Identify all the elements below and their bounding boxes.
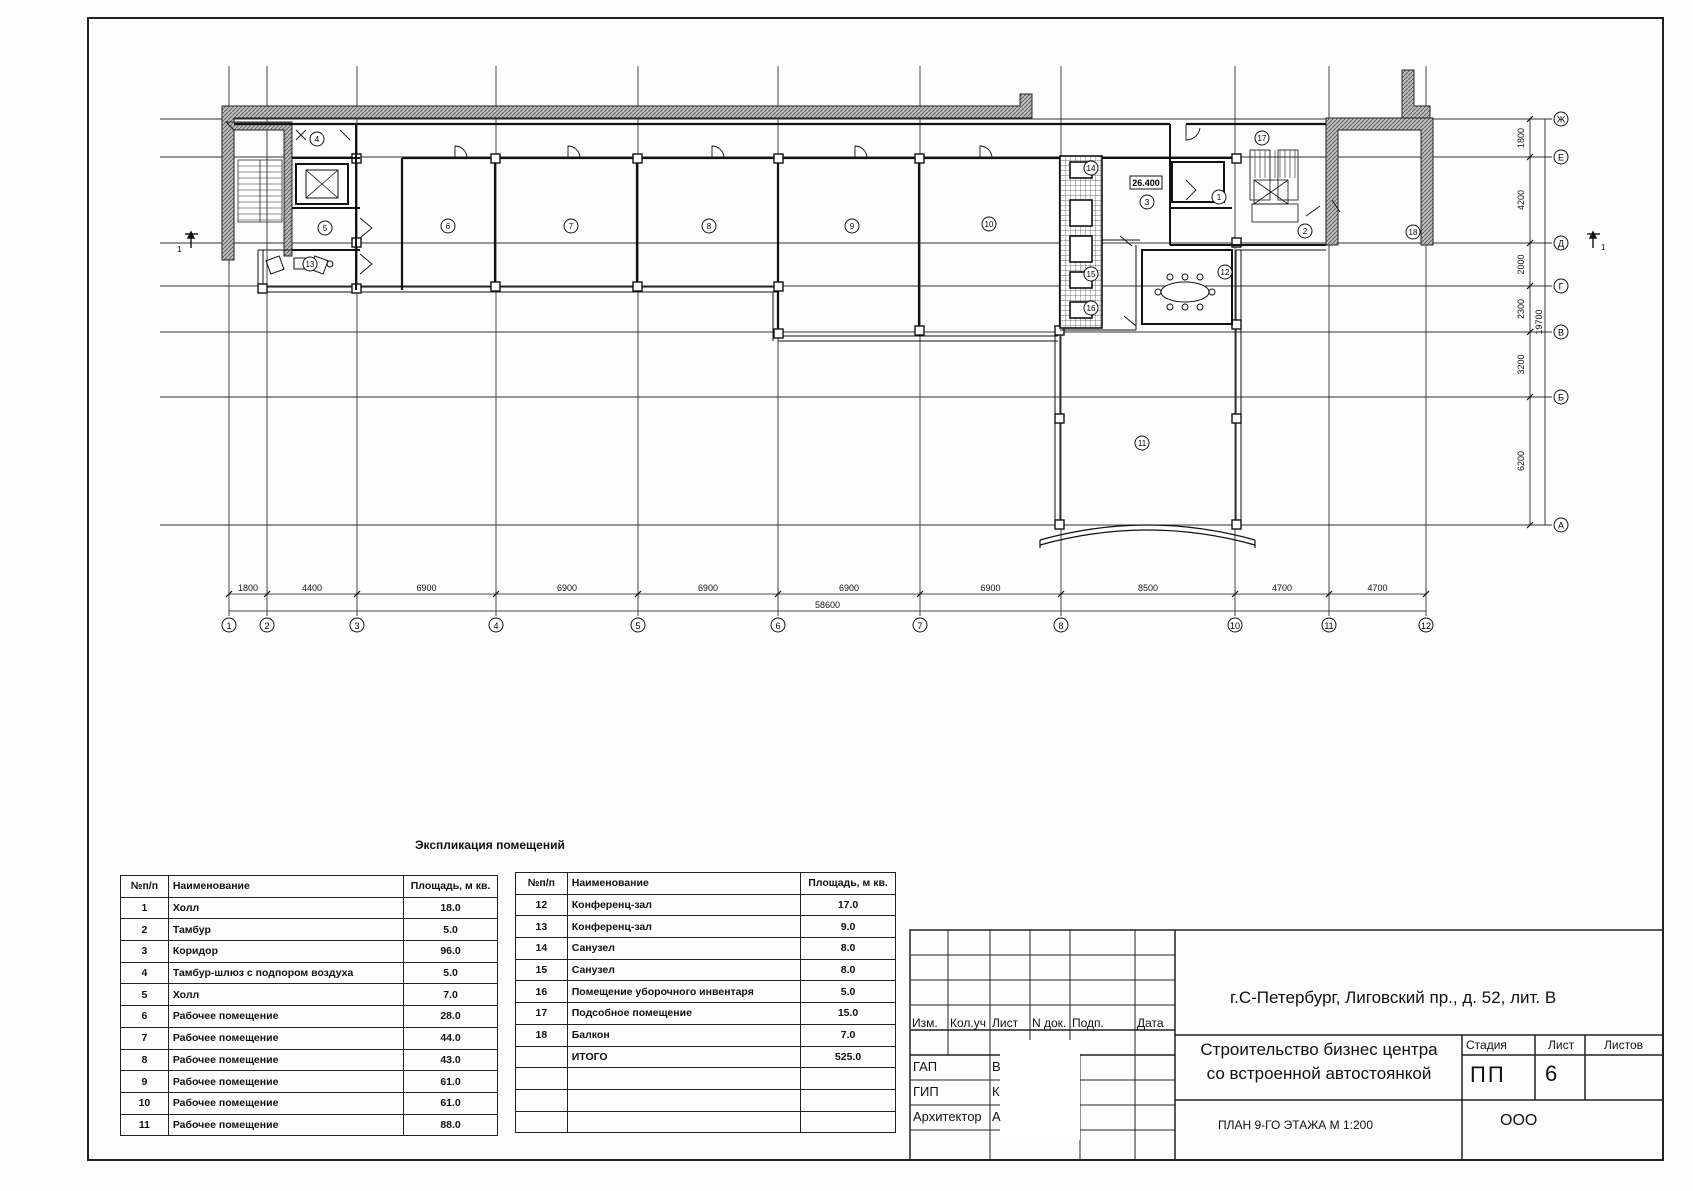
role-label: ГИП — [913, 1084, 939, 1099]
cell-name — [567, 1068, 800, 1090]
table-row — [121, 1027, 498, 1049]
stage-label: Стадия — [1466, 1038, 1507, 1052]
col-num-header: №п/п — [516, 873, 568, 895]
axis-bubble-x — [489, 618, 503, 632]
axis-bubble-x — [771, 618, 785, 632]
axis-label-x: 1 — [226, 621, 232, 631]
cell-name: ИТОГО — [567, 1046, 800, 1068]
room-number-label: 14 — [1086, 164, 1096, 173]
room-number-label: 4 — [314, 135, 320, 144]
dim-label-bottom: 6900 — [980, 583, 1001, 593]
axis-bubble-x — [222, 618, 236, 632]
role-label: ГАП — [913, 1059, 938, 1074]
room-number-label: 1 — [1216, 193, 1222, 202]
dim-label-right: 4200 — [1516, 189, 1526, 211]
room-number — [702, 219, 716, 233]
room-number — [441, 219, 455, 233]
explication-table-right — [515, 872, 896, 1133]
cell-num: 13 — [516, 916, 568, 938]
cell-name: Рабочее помещение — [168, 1071, 403, 1093]
room-number-label: 10 — [984, 220, 994, 229]
axis-bubble-y — [1554, 112, 1568, 126]
cell-num — [516, 1089, 568, 1111]
room-number — [1084, 301, 1098, 315]
table-row — [121, 962, 498, 984]
role-initial: А — [992, 1109, 1001, 1124]
cell-name: Балкон — [567, 1024, 800, 1046]
axis-bubble-x — [260, 618, 274, 632]
cell-name: Рабочее помещение — [168, 1114, 403, 1136]
room-number-label: 13 — [305, 260, 315, 269]
table-row — [121, 1006, 498, 1028]
cell-name: Тамбур-шлюз с подпором воздуха — [168, 962, 403, 984]
sheet-title: ПЛАН 9-ГО ЭТАЖА М 1:200 — [1218, 1118, 1374, 1132]
cell-name — [567, 1089, 800, 1111]
axis-label-x: 8 — [1058, 621, 1064, 631]
section-mark-label-left: 1 — [177, 245, 182, 254]
cell-num: 7 — [121, 1027, 169, 1049]
cell-num: 8 — [121, 1049, 169, 1071]
dim-label-right: 6200 — [1516, 450, 1526, 472]
cell-area: 43.0 — [404, 1049, 498, 1071]
axis-label-x: 6 — [775, 621, 781, 631]
room-number — [1135, 436, 1149, 450]
table-row — [121, 1071, 498, 1093]
cell-name: Конференц-зал — [567, 916, 800, 938]
dim-label-bottom: 4700 — [1367, 583, 1388, 593]
table-row — [516, 894, 896, 916]
cell-num: 12 — [516, 894, 568, 916]
table-row — [516, 1024, 896, 1046]
cell-area: 5.0 — [404, 919, 498, 941]
cell-name: Санузел — [567, 959, 800, 981]
room-number — [1084, 267, 1098, 281]
cell-num — [516, 1046, 568, 1068]
axis-label-x: 12 — [1420, 621, 1432, 631]
cell-area: 96.0 — [404, 941, 498, 963]
dim-label-right: 2300 — [1516, 298, 1526, 320]
axis-label-x: 7 — [917, 621, 923, 631]
room-number — [1255, 131, 1269, 145]
table-row — [121, 984, 498, 1006]
table-row — [121, 919, 498, 941]
axis-label-x: 5 — [635, 621, 641, 631]
cell-area: 8.0 — [801, 959, 896, 981]
axis-label-y: В — [1557, 327, 1565, 338]
axis-label-x: 10 — [1229, 621, 1241, 631]
axis-label-x: 4 — [493, 621, 499, 631]
table-row — [121, 1114, 498, 1136]
section-mark-right — [1587, 232, 1600, 248]
dim-label-bottom: 6900 — [556, 583, 578, 593]
cell-area: 18.0 — [404, 897, 498, 919]
cell-name: Помещение уборочного инвентаря — [567, 981, 800, 1003]
cell-name: Подсобное помещение — [567, 1003, 800, 1025]
table-row — [516, 1003, 896, 1025]
dim-label-bottom: 4400 — [301, 583, 323, 593]
cell-num: 9 — [121, 1071, 169, 1093]
sheet-label: Лист — [1548, 1038, 1575, 1052]
stage-value: ПП — [1470, 1062, 1506, 1087]
col-num-header: №п/п — [121, 876, 169, 898]
cell-name: Холл — [168, 984, 403, 1006]
dim-label-right: 2000 — [1516, 254, 1526, 275]
room-number-label: 16 — [1086, 304, 1096, 313]
col-area-header: Площадь, м кв. — [404, 876, 498, 898]
dim-label-right: 1800 — [1516, 127, 1526, 149]
cell-name: Коридор — [168, 941, 403, 963]
building-plan — [222, 70, 1433, 548]
room-number-label: 12 — [1220, 268, 1230, 277]
room-number-label: 3 — [1144, 198, 1150, 207]
cell-name: Рабочее помещение — [168, 1027, 403, 1049]
col-name-header: Наименование — [567, 873, 800, 895]
cell-num: 5 — [121, 984, 169, 1006]
room-number-label: 15 — [1086, 270, 1096, 279]
axis-label-x: 3 — [354, 621, 360, 631]
axis-label-y: Б — [1558, 392, 1564, 403]
cell-num: 3 — [121, 941, 169, 963]
title-block-column-label: Изм. — [912, 1016, 938, 1030]
cell-num — [516, 1068, 568, 1090]
project-name: Строительство бизнес центра — [1200, 1040, 1438, 1059]
room-number-label: 9 — [849, 222, 855, 231]
room-number — [1212, 190, 1226, 204]
col-name-header: Наименование — [168, 876, 403, 898]
axis-bubble-y — [1554, 236, 1568, 250]
axis-label-x: 11 — [1324, 621, 1334, 631]
cell-name — [567, 1111, 800, 1133]
room-number-label: 17 — [1257, 134, 1267, 143]
cell-area — [801, 1068, 896, 1090]
cell-num — [516, 1111, 568, 1133]
cell-num: 18 — [516, 1024, 568, 1046]
axis-label-x: 2 — [264, 621, 270, 631]
axis-label-y: Г — [1558, 281, 1564, 292]
room-number — [1406, 225, 1420, 239]
role-initial: В — [992, 1059, 1001, 1074]
table-row — [121, 897, 498, 919]
axis-bubble-x — [350, 618, 364, 632]
axis-bubble-y — [1554, 390, 1568, 404]
cell-name: Рабочее помещение — [168, 1049, 403, 1071]
table-row — [516, 1046, 896, 1068]
room-number-label: 11 — [1137, 439, 1147, 448]
room-number-label: 5 — [322, 224, 328, 233]
room-number — [982, 217, 996, 231]
cell-area: 61.0 — [404, 1071, 498, 1093]
axis-bubble-y — [1554, 150, 1568, 164]
room-number — [1298, 224, 1312, 238]
room-number — [564, 219, 578, 233]
table-row — [121, 1049, 498, 1071]
dim-label-bottom: 8500 — [1137, 583, 1159, 593]
room-number-label: 2 — [1302, 227, 1308, 236]
axis-label-y: Ж — [1556, 114, 1566, 125]
cell-num: 4 — [121, 962, 169, 984]
cell-area: 17.0 — [801, 894, 896, 916]
room-number — [1218, 265, 1232, 279]
dim-total-bottom: 58600 — [814, 600, 841, 610]
cell-num: 17 — [516, 1003, 568, 1025]
axis-bubble-x — [1228, 618, 1242, 632]
room-number — [845, 219, 859, 233]
cell-area: 5.0 — [801, 981, 896, 1003]
cell-name: Рабочее помещение — [168, 1006, 403, 1028]
axis-bubble-x — [631, 618, 645, 632]
cell-area: 8.0 — [801, 938, 896, 960]
project-name-line2: со встроенной автостоянкой — [1206, 1064, 1432, 1083]
room-number-label: 7 — [568, 222, 574, 231]
title-block-column-label: Кол.уч — [950, 1016, 986, 1030]
axis-bubble-y — [1554, 325, 1568, 339]
title-block-column-label: N док. — [1032, 1016, 1067, 1030]
table-row — [516, 916, 896, 938]
table-row — [516, 1089, 896, 1111]
cell-num: 10 — [121, 1092, 169, 1114]
cell-name: Санузел — [567, 938, 800, 960]
room-number-label: 18 — [1408, 228, 1418, 237]
cell-area: 28.0 — [404, 1006, 498, 1028]
table-row — [516, 1068, 896, 1090]
section-mark-left — [185, 232, 198, 248]
redacted-signature — [1000, 1040, 1080, 1140]
room-number — [310, 132, 324, 146]
title-block-column-label: Дата — [1137, 1016, 1164, 1030]
sheets-label: Листов — [1604, 1038, 1643, 1052]
room-number-label: 6 — [445, 222, 451, 231]
axis-bubble-y — [1554, 518, 1568, 532]
cell-area: 7.0 — [801, 1024, 896, 1046]
cell-name: Рабочее помещение — [168, 1092, 403, 1114]
cell-area: 61.0 — [404, 1092, 498, 1114]
section-mark-label-right: 1 — [1601, 243, 1606, 252]
cell-area: 15.0 — [801, 1003, 896, 1025]
cell-num: 1 — [121, 897, 169, 919]
axis-label-y: А — [1557, 520, 1565, 531]
cell-area: 44.0 — [404, 1027, 498, 1049]
organization: ООО — [1500, 1112, 1538, 1129]
cell-num: 15 — [516, 959, 568, 981]
cell-num: 11 — [121, 1114, 169, 1136]
explication-table-left — [120, 875, 498, 1136]
table-row — [516, 981, 896, 1003]
table-row — [516, 938, 896, 960]
elevation-mark — [1130, 176, 1162, 189]
cell-name: Тамбур — [168, 919, 403, 941]
dim-label-right: 3200 — [1516, 354, 1526, 375]
explication-title: Экспликация помещений — [415, 838, 565, 852]
dim-label-bottom: 1800 — [237, 583, 259, 593]
room-number — [1140, 195, 1154, 209]
cell-area — [801, 1089, 896, 1111]
cell-num: 16 — [516, 981, 568, 1003]
address: г.С-Петербург, Лиговский пр., д. 52, лит. В — [1230, 988, 1557, 1007]
cell-num: 6 — [121, 1006, 169, 1028]
axis-bubble-x — [913, 618, 927, 632]
cell-num: 2 — [121, 919, 169, 941]
table-row — [516, 1111, 896, 1133]
table-row — [121, 941, 498, 963]
col-area-header: Площадь, м кв. — [801, 873, 896, 895]
cell-name: Холл — [168, 897, 403, 919]
axis-bubble-x — [1322, 618, 1336, 632]
cell-num: 14 — [516, 938, 568, 960]
room-number — [303, 257, 317, 271]
svg-text:26.400: 26.400 — [1132, 178, 1160, 188]
cell-name: Конференц-зал — [567, 894, 800, 916]
cell-area — [801, 1111, 896, 1133]
role-initial: К — [992, 1084, 1000, 1099]
axis-bubbles — [222, 112, 1568, 632]
title-block-column-label: Подп. — [1072, 1016, 1104, 1030]
title-block-column-label: Лист — [992, 1016, 1019, 1030]
role-label: Архитектор — [913, 1109, 982, 1124]
dim-total-right: 19700 — [1534, 309, 1544, 335]
axis-bubble-y — [1554, 279, 1568, 293]
cell-area: 525.0 — [801, 1046, 896, 1068]
cell-area: 9.0 — [801, 916, 896, 938]
cell-area: 88.0 — [404, 1114, 498, 1136]
axis-bubble-x — [1054, 618, 1068, 632]
room-number-label: 8 — [706, 222, 712, 231]
cell-area: 5.0 — [404, 962, 498, 984]
cell-area: 7.0 — [404, 984, 498, 1006]
table-row — [516, 959, 896, 981]
axis-bubble-x — [1419, 618, 1433, 632]
room-labels — [303, 131, 1420, 450]
room-number — [1084, 161, 1098, 175]
room-number — [318, 221, 332, 235]
dim-label-bottom: 4700 — [1271, 583, 1293, 593]
dim-label-bottom: 6900 — [697, 583, 719, 593]
dim-label-bottom: 6900 — [416, 583, 437, 593]
dimension-lines — [226, 116, 1545, 611]
table-row — [121, 1092, 498, 1114]
sheet-number: 6 — [1545, 1061, 1558, 1086]
axis-label-y: Д — [1557, 238, 1565, 249]
dim-label-bottom: 6900 — [838, 583, 860, 593]
axis-label-y: Е — [1557, 152, 1565, 163]
